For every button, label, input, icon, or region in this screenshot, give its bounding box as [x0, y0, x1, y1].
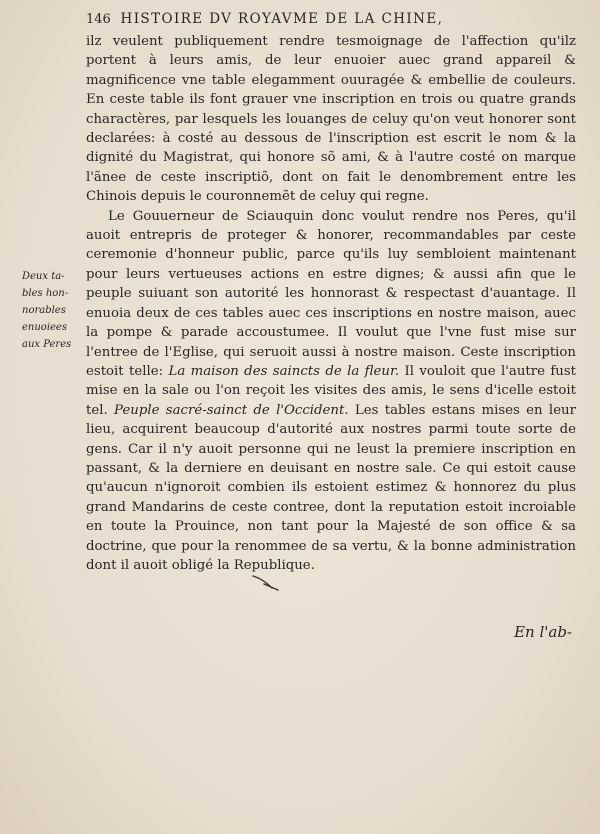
main-text [86, 32, 576, 575]
margin-note [22, 268, 86, 353]
inscription-2: Peuple sacré-sainct de l'Occident. [114, 402, 349, 418]
margin-note-line: enuoiees [22, 322, 67, 333]
ink-mark [250, 572, 282, 594]
margin-note-line: Deux ta- [22, 271, 65, 282]
margin-note-line: bles hon- [22, 288, 69, 299]
paragraph-2 [86, 207, 576, 576]
catchword: En l'ab- [514, 623, 572, 641]
page-number: 146 [86, 12, 111, 27]
margin-note-line: norables [22, 305, 66, 316]
margin-note-line: aux Peres [22, 339, 72, 350]
paragraph-2-part-1: Le Gouuerneur de Sciauquin donc voulut rendre nos Peres, qu'il auoit entrepris de proteger & honorer, recommandables par ceste ceremonie d'honneur public, parce qu'ils luy sembloient maintenant pour leurs vertueuses actions en estre dignes; & aussi afin que le peuple suiuant son autorité les honnorast & respectast d'auantage. Il enuoia deux de ces tables auec ces inscriptions en nostre maison, auec la pompe & parade accoustumee. Il voulut que l'vne fust mise sur l'entree de l'Eglise, qui seruoit aussi à nostre maison. Ceste inscription estoit telle: [86, 208, 576, 379]
running-title: HISTOIRE DV ROYAVME DE LA CHINE, [120, 11, 444, 27]
paragraph-1: ilz veulent publiquement rendre tesmoignage de l'affection qu'ilz portent à leurs amis, de leur enuoier auec grand appareil & magnificence vne table elegamment ouuragée & embellie de couleurs. En ceste table ils font grauer vne inscription en trois ou quatre grands charactères, par lesquels les louanges de celuy qu'on veut honorer sont declarées: à costé au dessous de l'inscription est escrit le nom & la dignité du Magistrat, qui honore sõ ami, & à l'autre costé on marque l'ãnee de ceste inscriptiõ, dont on fait le denombrement entre les Chinois depuis le couronnemẽt de celuy qui regne. [86, 34, 576, 205]
running-header [86, 10, 586, 29]
paragraph-2-part-3: Les tables estans mises en leur lieu, acquirent beaucoup d'autorité aux nostres parmi toute sorte de gens. Car il n'y auoit personne qui ne leust la premiere inscription en passant, & la derniere en deuisant en nostre sale. Ce qui estoit cause qu'aucun n'ignoroit combien ils estoient estimez & honnorez du plus grand Mandarins de ceste contree, dont la reputation estoit incroiable en toute la Prouince, non tant pour la Majesté de son office & sa doctrine, que pour la renommee de sa vertu, & la bonne administration dont il auoit obligé la Republique. [86, 402, 576, 573]
paragraph-2-part-2: Il vouloit que l'autre fust mise en la sale ou l'on reçoit les visites des amis, le sens d'icelle estoit tel. [86, 363, 576, 418]
inscription-1: La maison des saincts de la fleur. [168, 363, 400, 379]
